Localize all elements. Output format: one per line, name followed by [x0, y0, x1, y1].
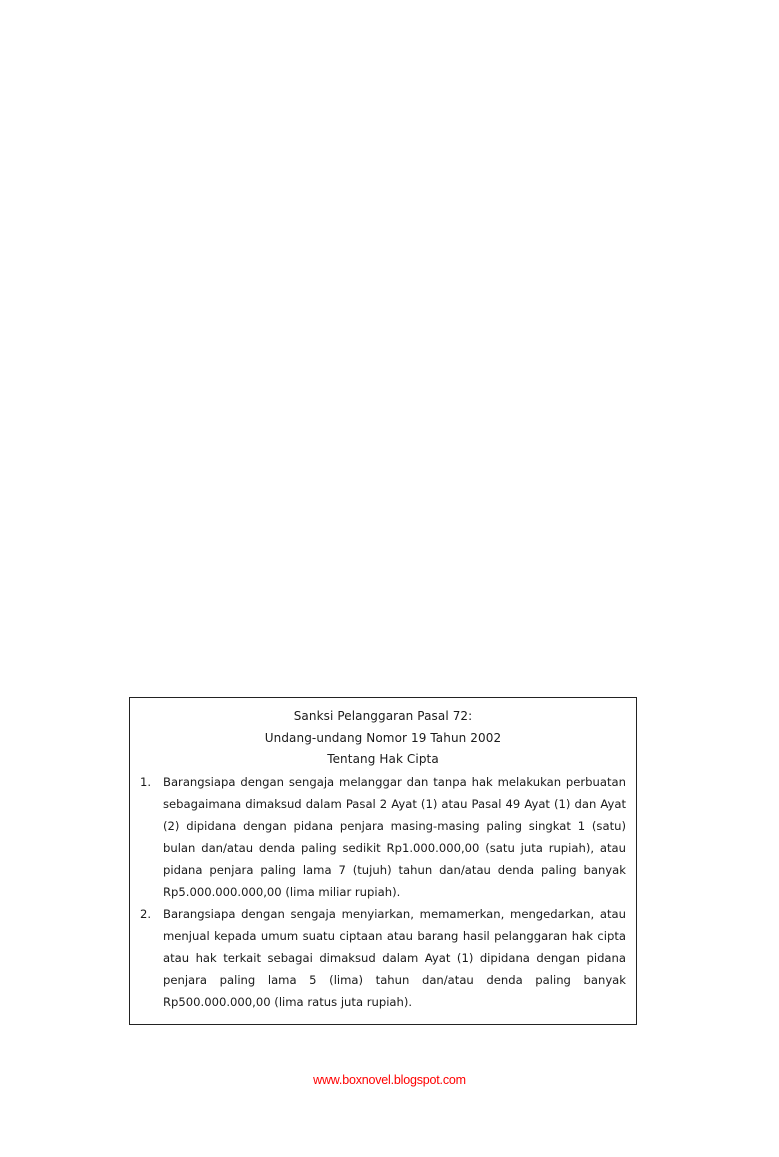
clause-item [140, 771, 626, 903]
website-link[interactable]: www.boxnovel.blogspot.com [313, 1073, 466, 1087]
clause-text: Barangsiapa dengan sengaja melanggar dan tanpa hak melakukan perbuatan sebagaimana dimaksud dalam Pasal 2 Ayat (1) atau Pasal 49 Ayat (1) dan Ayat (2) dipidana dengan pidana penjara masing-masing paling singkat 1 (satu) bulan dan/atau denda paling sedikit Rp1.000.000,00 (satu juta rupiah), atau pidana penjara paling lama 7 (tujuh) tahun dan/atau denda paling banyak Rp5.000.000.000,00 (lima miliar rupiah). [163, 774, 626, 899]
notice-law-reference: Undang-undang Nomor 19 Tahun 2002 [264, 730, 502, 745]
clause-number: 1. [140, 774, 152, 789]
clause-item [140, 903, 626, 1013]
clause-text: Barangsiapa dengan sengaja menyiarkan, memamerkan, mengedarkan, atau menjual kepada umum suatu ciptaan atau barang hasil pelanggaran hak cipta atau hak terkait sebagai dimaksud dalam Ayat (1) dipidana dengan pidana penjara paling lama 5 (lima) tahun dan/atau denda paling banyak Rp500.000.000,00 (lima ratus juta rupiah). [163, 906, 626, 1009]
notice-title: Sanksi Pelanggaran Pasal 72: [293, 709, 473, 723]
notice-subject: Tentang Hak Cipta [327, 752, 439, 766]
clause-list [140, 771, 626, 1013]
clause-number: 2. [140, 906, 152, 921]
copyright-notice-box [129, 697, 637, 1025]
